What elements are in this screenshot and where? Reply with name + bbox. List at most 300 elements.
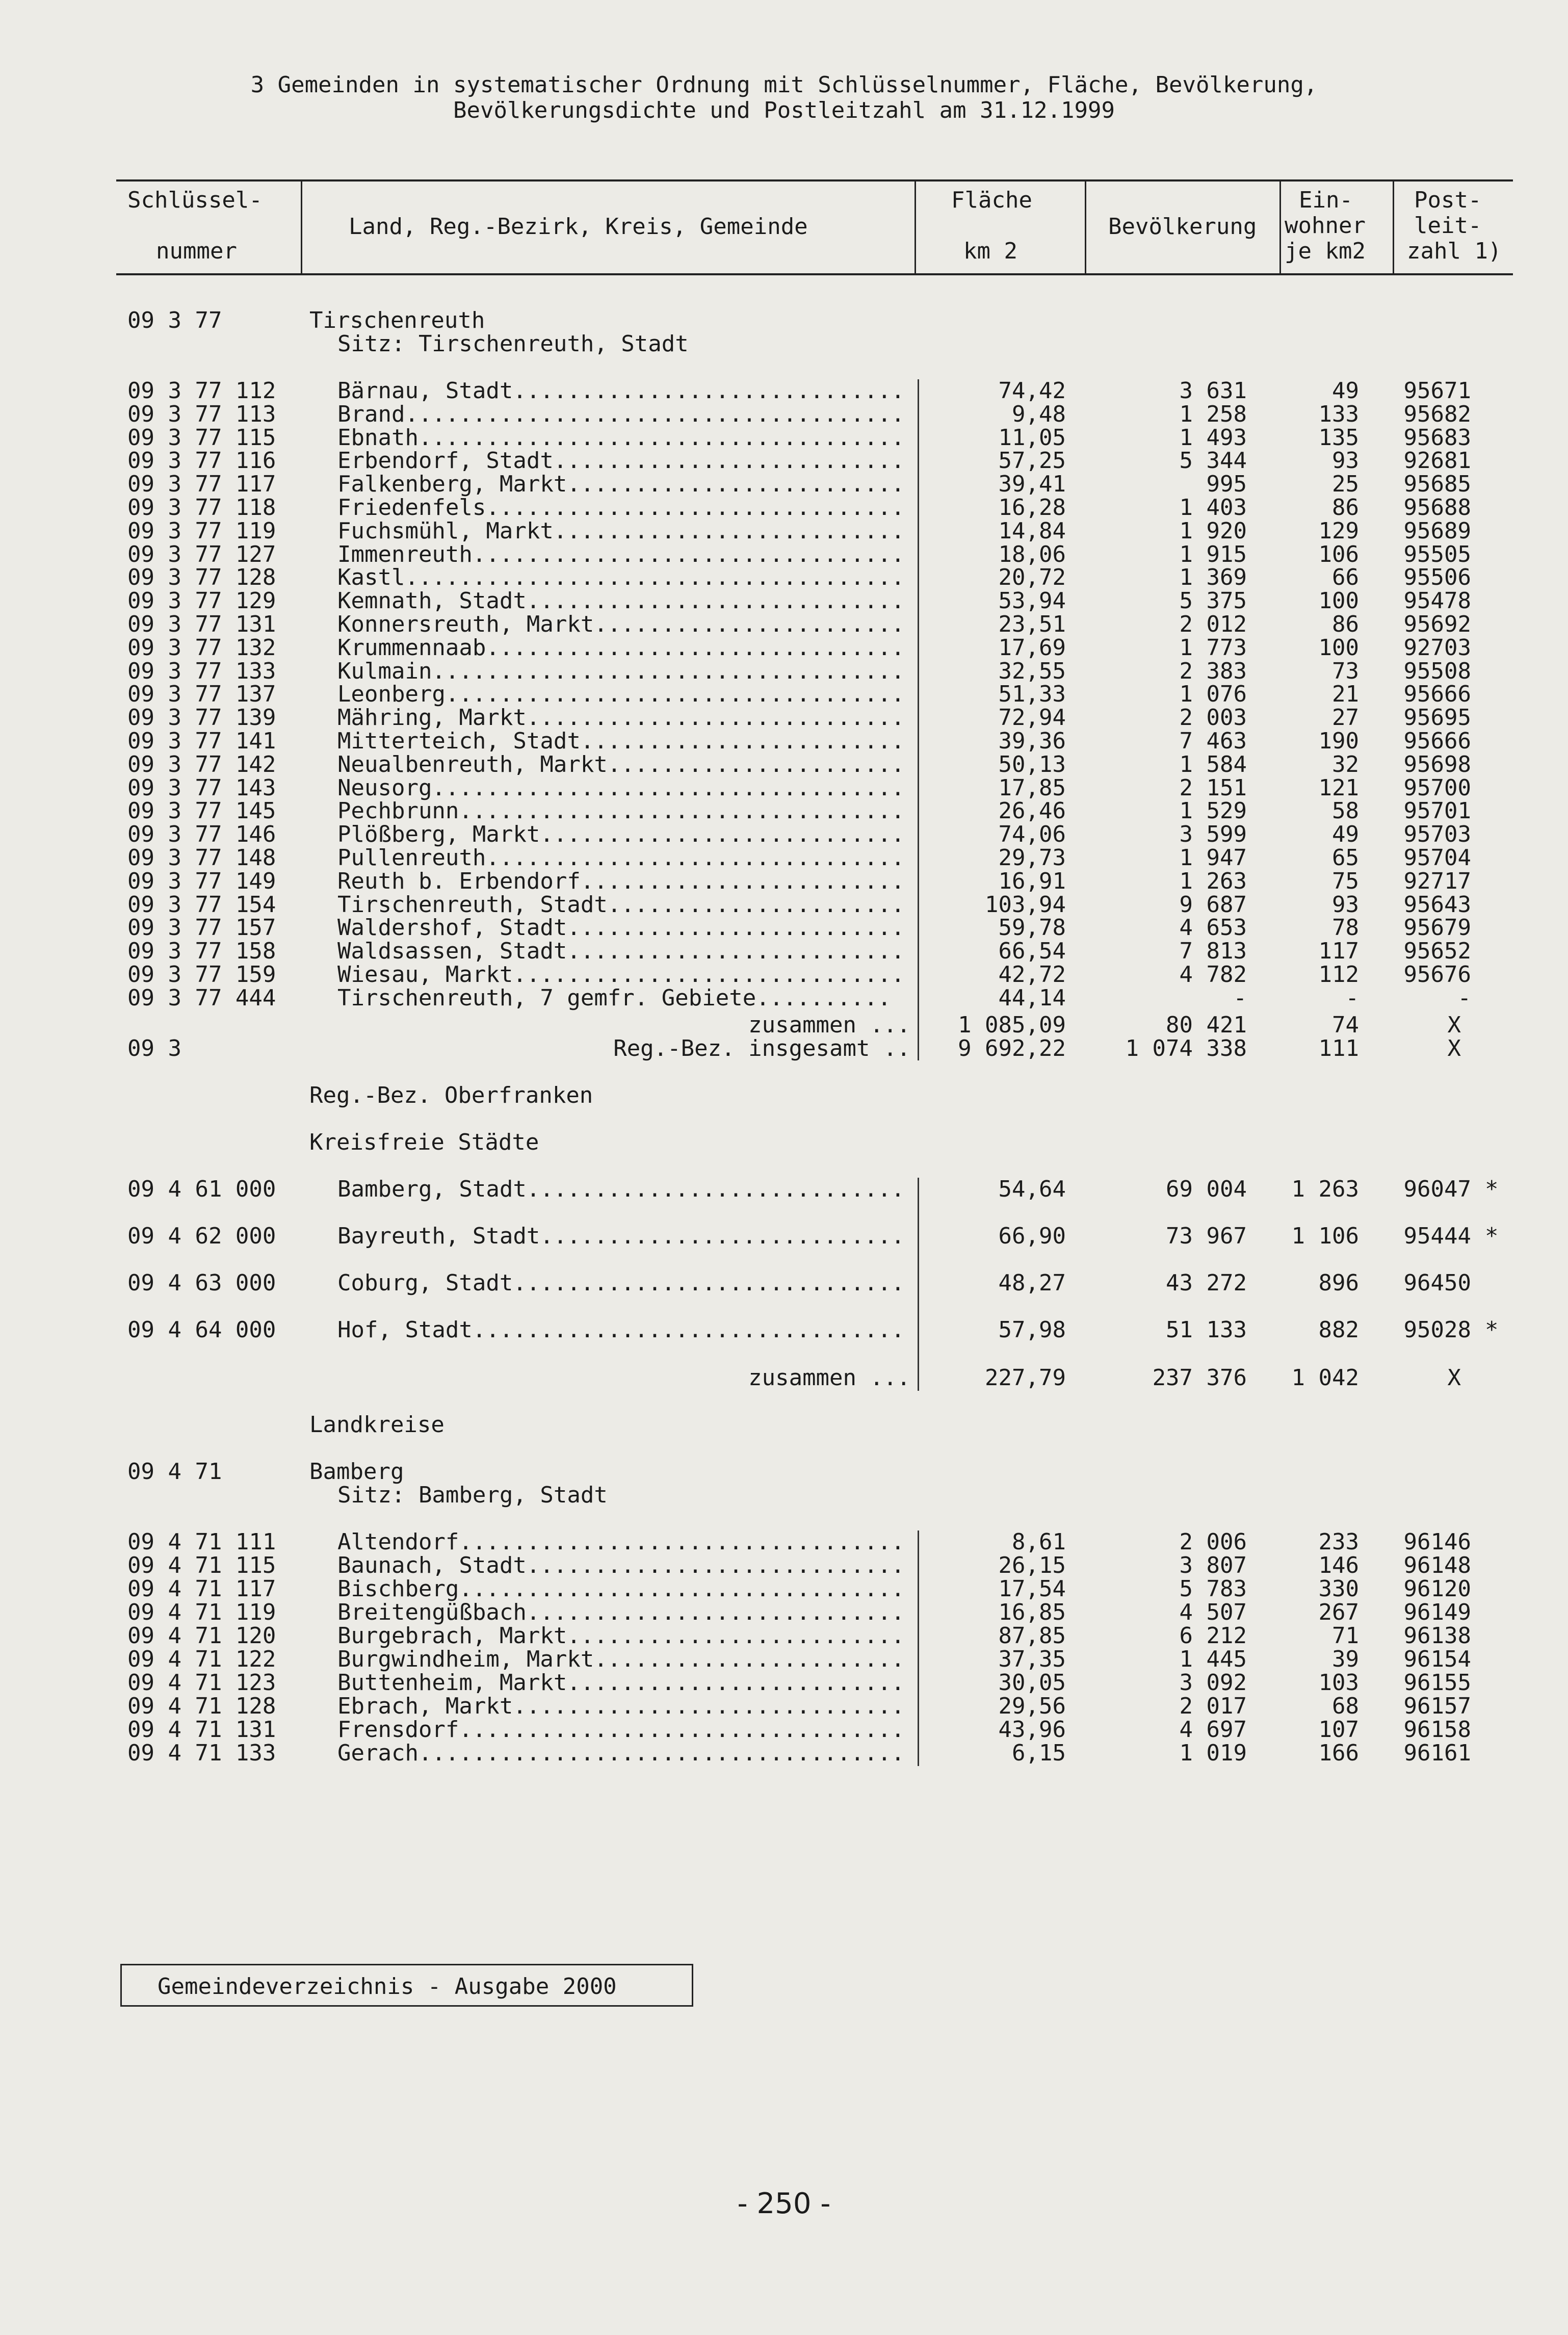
bevoelkerung-value: 3 092 bbox=[1179, 1670, 1247, 1696]
flaeche-value: 72,94 bbox=[998, 705, 1066, 731]
postleitzahl-value: 95704 bbox=[1403, 845, 1471, 871]
flaeche-value: 17,54 bbox=[998, 1576, 1066, 1602]
schluesselnummer: 09 4 62 000 bbox=[127, 1223, 276, 1249]
bevoelkerung-value: 1 920 bbox=[1179, 517, 1247, 544]
zusammen-bevoelkerung: 80 421 bbox=[1166, 1012, 1247, 1038]
bevoelkerung-value: 995 bbox=[1206, 471, 1247, 498]
table-row bbox=[0, 1577, 1568, 1601]
bevoelkerung-value: 1 773 bbox=[1179, 634, 1247, 661]
schluesselnummer: 09 4 71 122 bbox=[127, 1646, 276, 1672]
einwohner-je-km2-value: 146 bbox=[1318, 1552, 1359, 1578]
einwohner-je-km2-value: 112 bbox=[1318, 962, 1359, 988]
bevoelkerung-value: 2 017 bbox=[1179, 1693, 1247, 1719]
bevoelkerung-value: 4 653 bbox=[1179, 915, 1247, 941]
gemeinde-name: Mähring, Markt............................ bbox=[337, 705, 905, 731]
zusammen-plz: X bbox=[1447, 1012, 1461, 1038]
table-row bbox=[0, 496, 1568, 520]
table-row bbox=[0, 1742, 1568, 1765]
flaeche-value: 66,90 bbox=[998, 1223, 1066, 1249]
table-row bbox=[0, 753, 1568, 776]
schluesselnummer: 09 4 64 000 bbox=[127, 1317, 276, 1343]
gemeinde-name: Friedenfels............................... bbox=[337, 495, 905, 521]
flaeche-value: 74,06 bbox=[998, 821, 1066, 848]
gemeinde-name: Pullenreuth............................... bbox=[337, 845, 905, 871]
einwohner-je-km2-value: 78 bbox=[1332, 915, 1359, 941]
gemeinde-name: Reuth b. Erbendorf........................ bbox=[337, 868, 905, 894]
table-row bbox=[0, 893, 1568, 917]
postleitzahl-value: 95703 bbox=[1403, 821, 1471, 848]
gemeinde-name: Kastl..................................... bbox=[337, 564, 905, 591]
einwohner-je-km2-value: 25 bbox=[1332, 471, 1359, 498]
header-flaeche-2: km 2 bbox=[963, 238, 1017, 264]
postleitzahl-value: 96157 bbox=[1403, 1693, 1471, 1719]
schluesselnummer: 09 3 77 149 bbox=[127, 868, 276, 894]
einwohner-je-km2-value: 71 bbox=[1332, 1623, 1359, 1649]
schluesselnummer: 09 3 77 117 bbox=[127, 471, 276, 498]
flaeche-value: 103,94 bbox=[985, 891, 1066, 918]
einwohner-je-km2-value: 117 bbox=[1318, 938, 1359, 965]
schluesselnummer: 09 4 71 111 bbox=[127, 1529, 276, 1555]
einwohner-je-km2-value: 73 bbox=[1332, 658, 1359, 684]
flaeche-value: 59,78 bbox=[998, 915, 1066, 941]
gemeinde-name: Kemnath, Stadt............................ bbox=[337, 588, 905, 614]
regbez-label: Reg.-Bez. insgesamt .. bbox=[613, 1035, 910, 1061]
table-row bbox=[0, 1695, 1568, 1718]
schluesselnummer: 09 3 77 118 bbox=[127, 495, 276, 521]
postleitzahl-value: 95679 bbox=[1403, 915, 1471, 941]
table-row bbox=[0, 1530, 1568, 1554]
schluesselnummer: 09 3 77 148 bbox=[127, 845, 276, 871]
gemeinde-name: Waldershof, Stadt......................... bbox=[337, 915, 905, 941]
postleitzahl-value: 96154 bbox=[1403, 1646, 1471, 1672]
postleitzahl-value: 95698 bbox=[1403, 751, 1471, 777]
landkreise-title: Landkreise bbox=[309, 1412, 445, 1438]
gemeinde-name: Gerach.................................... bbox=[337, 1740, 905, 1766]
einwohner-je-km2-value: 93 bbox=[1332, 448, 1359, 474]
bevoelkerung-value: 5 375 bbox=[1179, 588, 1247, 614]
postleitzahl-value: 96148 bbox=[1403, 1552, 1471, 1578]
schluesselnummer: 09 4 71 119 bbox=[127, 1599, 276, 1625]
einwohner-je-km2-value: 103 bbox=[1318, 1670, 1359, 1696]
flaeche-value: 37,35 bbox=[998, 1646, 1066, 1672]
table-row bbox=[0, 1648, 1568, 1671]
table-row bbox=[0, 1601, 1568, 1624]
einwohner-je-km2-value: 100 bbox=[1318, 634, 1359, 661]
einwohner-je-km2-value: 32 bbox=[1332, 751, 1359, 777]
table-row bbox=[0, 683, 1568, 706]
schluesselnummer: 09 3 77 128 bbox=[127, 564, 276, 591]
table-row bbox=[0, 1671, 1568, 1695]
postleitzahl-value: 95682 bbox=[1403, 401, 1471, 427]
einwohner-je-km2-value: 86 bbox=[1332, 611, 1359, 637]
schluesselnummer: 09 3 77 112 bbox=[127, 378, 276, 404]
bevoelkerung-value: 6 212 bbox=[1179, 1623, 1247, 1649]
einwohner-je-km2-value: 330 bbox=[1318, 1576, 1359, 1602]
postleitzahl-value: 96161 bbox=[1403, 1740, 1471, 1766]
einwohner-je-km2-value: 49 bbox=[1332, 821, 1359, 848]
gemeinde-name: Erbendorf, Stadt.......................... bbox=[337, 448, 905, 474]
postleitzahl-value: 95671 bbox=[1403, 378, 1471, 404]
bevoelkerung-value: 1 947 bbox=[1179, 845, 1247, 871]
publication-label: Gemeindeverzeichnis - Ausgabe 2000 bbox=[120, 1964, 693, 2007]
flaeche-value: 26,46 bbox=[998, 798, 1066, 824]
bevoelkerung-value: 3 599 bbox=[1179, 821, 1247, 848]
bevoelkerung-value: 69 004 bbox=[1166, 1176, 1247, 1202]
page-number: - 250 - bbox=[737, 2187, 831, 2220]
header-einwohner-2: wohner bbox=[1285, 213, 1366, 239]
bevoelkerung-value: 43 272 bbox=[1166, 1270, 1247, 1296]
schluesselnummer: 09 4 71 115 bbox=[127, 1552, 276, 1578]
einwohner-je-km2-value: 133 bbox=[1318, 401, 1359, 427]
flaeche-value: 57,98 bbox=[998, 1317, 1066, 1343]
zusammen-row bbox=[0, 1366, 1568, 1390]
schluesselnummer: 09 3 77 154 bbox=[127, 891, 276, 918]
schluesselnummer: 09 4 71 120 bbox=[127, 1623, 276, 1649]
header-plz-3: zahl 1) bbox=[1407, 238, 1502, 264]
header-divider bbox=[1085, 181, 1086, 273]
bevoelkerung-value: 1 445 bbox=[1179, 1646, 1247, 1672]
table-row bbox=[0, 1718, 1568, 1742]
flaeche-value: 57,25 bbox=[998, 448, 1066, 474]
postleitzahl-value: 95689 bbox=[1403, 517, 1471, 544]
flaeche-value: 39,41 bbox=[998, 471, 1066, 498]
header-schluessel-1: Schlüssel- bbox=[127, 187, 263, 213]
zusammen-flaeche: 227,79 bbox=[985, 1365, 1066, 1391]
kreis-key: 09 4 71 bbox=[127, 1459, 222, 1485]
regbez-title: Reg.-Bez. Oberfranken bbox=[309, 1082, 593, 1108]
postleitzahl-value: 95444 bbox=[1403, 1223, 1471, 1249]
flaeche-value: 42,72 bbox=[998, 962, 1066, 988]
kreisfreie-staedte-title: Kreisfreie Städte bbox=[309, 1129, 539, 1155]
gemeinde-name: Baunach, Stadt............................ bbox=[337, 1552, 905, 1578]
gemeinde-name: Frensdorf................................. bbox=[337, 1717, 905, 1743]
gemeinde-name: Tirschenreuth, Stadt...................... bbox=[337, 891, 905, 918]
flaeche-value: 44,14 bbox=[998, 984, 1066, 1011]
flaeche-value: 29,73 bbox=[998, 845, 1066, 871]
bevoelkerung-value: 3 807 bbox=[1179, 1552, 1247, 1578]
table-row bbox=[0, 589, 1568, 613]
flaeche-value: 16,91 bbox=[998, 868, 1066, 894]
zusammen-flaeche: 1 085,09 bbox=[958, 1012, 1066, 1038]
bevoelkerung-value: 51 133 bbox=[1166, 1317, 1247, 1343]
page-title bbox=[0, 72, 1568, 123]
regbez-key: 09 3 bbox=[127, 1035, 181, 1061]
bevoelkerung-value: 2 003 bbox=[1179, 705, 1247, 731]
gemeinde-name: Konnersreuth, Markt....................... bbox=[337, 611, 905, 637]
regbez-plz: X bbox=[1447, 1035, 1461, 1061]
schluesselnummer: 09 3 77 129 bbox=[127, 588, 276, 614]
header-land: Land, Reg.-Bezirk, Kreis, Gemeinde bbox=[349, 214, 808, 240]
bevoelkerung-value: 7 463 bbox=[1179, 728, 1247, 754]
bevoelkerung-value: 7 813 bbox=[1179, 938, 1247, 965]
einwohner-je-km2-value: - bbox=[1345, 984, 1359, 1011]
gemeinde-name: Hof, Stadt................................ bbox=[337, 1317, 905, 1343]
schluesselnummer: 09 3 77 141 bbox=[127, 728, 276, 754]
flaeche-value: 32,55 bbox=[998, 658, 1066, 684]
table-row bbox=[0, 517, 1568, 544]
bevoelkerung-value: 9 687 bbox=[1179, 891, 1247, 918]
table-row bbox=[0, 473, 1568, 496]
flaeche-value: 29,56 bbox=[998, 1693, 1066, 1719]
flaeche-value: 17,69 bbox=[998, 634, 1066, 661]
gemeinde-name: Mitterteich, Stadt........................ bbox=[337, 728, 905, 754]
postleitzahl-value: 96138 bbox=[1403, 1623, 1471, 1649]
title-line-2: Bevölkerungsdichte und Postleitzahl am 31.12.1999 bbox=[453, 97, 1115, 123]
bevoelkerung-value: 1 263 bbox=[1179, 868, 1247, 894]
einwohner-je-km2-value: 58 bbox=[1332, 798, 1359, 824]
schluesselnummer: 09 4 71 128 bbox=[127, 1693, 276, 1719]
header-schluessel-2: nummer bbox=[156, 238, 237, 264]
einwohner-je-km2-value: 93 bbox=[1332, 891, 1359, 918]
postleitzahl-value: 95683 bbox=[1403, 424, 1471, 451]
einwohner-je-km2-value: 39 bbox=[1332, 1646, 1359, 1672]
flaeche-value: 8,61 bbox=[1012, 1529, 1066, 1555]
gemeinde-name: Ebrach, Markt............................. bbox=[337, 1693, 905, 1719]
einwohner-je-km2-value: 66 bbox=[1332, 564, 1359, 591]
kreis-name: Bamberg bbox=[309, 1459, 404, 1485]
postleitzahl-value: 95666 bbox=[1403, 681, 1471, 708]
gemeinde-name: Bayreuth, Stadt........................... bbox=[337, 1223, 905, 1249]
schluesselnummer: 09 3 77 131 bbox=[127, 611, 276, 637]
bevoelkerung-value: 1 529 bbox=[1179, 798, 1247, 824]
gemeinde-name: Bärnau, Stadt............................. bbox=[337, 378, 905, 404]
gemeinde-name: Burgwindheim, Markt....................... bbox=[337, 1646, 905, 1672]
schluesselnummer: 09 3 77 132 bbox=[127, 634, 276, 661]
postleitzahl-value: 95508 bbox=[1403, 658, 1471, 684]
postleitzahl-value: 92703 bbox=[1403, 634, 1471, 661]
schluesselnummer: 09 4 63 000 bbox=[127, 1270, 276, 1296]
einwohner-je-km2-value: 166 bbox=[1318, 1740, 1359, 1766]
table-row bbox=[0, 799, 1568, 823]
gemeinde-name: Waldsassen, Stadt......................... bbox=[337, 938, 905, 965]
gemeinde-name: Brand..................................... bbox=[337, 401, 905, 427]
table-row bbox=[0, 379, 1568, 403]
flaeche-value: 50,13 bbox=[998, 751, 1066, 777]
regbez-bevoelkerung: 1 074 338 bbox=[1125, 1035, 1247, 1061]
flaeche-value: 18,06 bbox=[998, 541, 1066, 567]
postleitzahl-value: 96450 bbox=[1403, 1270, 1471, 1296]
gemeinde-name: Fuchsmühl, Markt.......................... bbox=[337, 517, 905, 544]
schluesselnummer: 09 3 77 146 bbox=[127, 821, 276, 848]
postleitzahl-value: 95692 bbox=[1403, 611, 1471, 637]
gemeinde-name: Ebnath.................................... bbox=[337, 424, 905, 451]
regbez-dichte: 111 bbox=[1318, 1035, 1359, 1061]
postleitzahl-value: 95666 bbox=[1403, 728, 1471, 754]
table-row bbox=[0, 403, 1568, 426]
header-divider bbox=[914, 181, 916, 273]
postleitzahl-value: 96047 bbox=[1403, 1176, 1471, 1202]
gemeinde-name: Neusorg................................... bbox=[337, 774, 905, 801]
flaeche-value: 17,85 bbox=[998, 774, 1066, 801]
einwohner-je-km2-value: 190 bbox=[1318, 728, 1359, 754]
bevoelkerung-value: 1 403 bbox=[1179, 495, 1247, 521]
einwohner-je-km2-value: 882 bbox=[1318, 1317, 1359, 1343]
postleitzahl-value: 96120 bbox=[1403, 1576, 1471, 1602]
einwohner-je-km2-value: 68 bbox=[1332, 1693, 1359, 1719]
flaeche-value: 26,15 bbox=[998, 1552, 1066, 1578]
title-line-1: 3 Gemeinden in systematischer Ordnung mit Schlüsselnummer, Fläche, Bevölkerung, bbox=[250, 72, 1318, 98]
bevoelkerung-value: 1 584 bbox=[1179, 751, 1247, 777]
flaeche-value: 39,36 bbox=[998, 728, 1066, 754]
schluesselnummer: 09 3 77 145 bbox=[127, 798, 276, 824]
gemeinde-name: Breitengüßbach............................ bbox=[337, 1599, 905, 1625]
gemeinde-name: Buttenheim, Markt......................... bbox=[337, 1670, 905, 1696]
einwohner-je-km2-value: 100 bbox=[1318, 588, 1359, 614]
bevoelkerung-value: 4 507 bbox=[1179, 1599, 1247, 1625]
postleitzahl-value: 95676 bbox=[1403, 962, 1471, 988]
schluesselnummer: 09 3 77 143 bbox=[127, 774, 276, 801]
gemeinde-name: Plößberg, Markt........................... bbox=[337, 821, 905, 848]
postleitzahl-value: 95028 bbox=[1403, 1317, 1471, 1343]
schluesselnummer: 09 3 77 127 bbox=[127, 541, 276, 567]
gemeinde-name: Pechbrunn................................. bbox=[337, 798, 905, 824]
flaeche-value: 9,48 bbox=[1012, 401, 1066, 427]
zusammen-dichte: 74 bbox=[1332, 1012, 1359, 1038]
postleitzahl-value: 95701 bbox=[1403, 798, 1471, 824]
flaeche-value: 87,85 bbox=[998, 1623, 1066, 1649]
gemeinde-name: Kulmain................................... bbox=[337, 658, 905, 684]
table-row bbox=[0, 776, 1568, 800]
bevoelkerung-value: 2 151 bbox=[1179, 774, 1247, 801]
gemeinde-name: Bamberg, Stadt............................ bbox=[337, 1176, 905, 1202]
footnote-mark: * bbox=[1485, 1176, 1499, 1202]
schluesselnummer: 09 3 77 137 bbox=[127, 681, 276, 708]
bevoelkerung-value: 1 915 bbox=[1179, 541, 1247, 567]
header-flaeche-1: Fläche bbox=[951, 187, 1032, 213]
zusammen-label: zusammen ... bbox=[748, 1012, 910, 1038]
bevoelkerung-value: 2 012 bbox=[1179, 611, 1247, 637]
bevoelkerung-value: 1 019 bbox=[1179, 1740, 1247, 1766]
gemeinde-name: Krummennaab............................... bbox=[337, 634, 905, 661]
zusammen-row bbox=[0, 1014, 1568, 1037]
kreis-name: Tirschenreuth bbox=[309, 307, 485, 333]
schluesselnummer: 09 3 77 116 bbox=[127, 448, 276, 474]
regbez-flaeche: 9 692,22 bbox=[958, 1035, 1066, 1061]
schluesselnummer: 09 3 77 159 bbox=[127, 962, 276, 988]
table-row bbox=[0, 1624, 1568, 1648]
bevoelkerung-value: 3 631 bbox=[1179, 378, 1247, 404]
table-row bbox=[0, 870, 1568, 893]
bevoelkerung-value: 1 493 bbox=[1179, 424, 1247, 451]
gemeinde-name: Falkenberg, Markt......................... bbox=[337, 471, 905, 498]
einwohner-je-km2-value: 1 106 bbox=[1291, 1223, 1359, 1249]
flaeche-value: 51,33 bbox=[998, 681, 1066, 708]
flaeche-value: 11,05 bbox=[998, 424, 1066, 451]
gemeinde-name: Wiesau, Markt............................. bbox=[337, 962, 905, 988]
table-row bbox=[0, 706, 1568, 730]
bevoelkerung-value: 4 782 bbox=[1179, 962, 1247, 988]
einwohner-je-km2-value: 86 bbox=[1332, 495, 1359, 521]
schluesselnummer: 09 3 77 119 bbox=[127, 517, 276, 544]
postleitzahl-value: 92681 bbox=[1403, 448, 1471, 474]
bevoelkerung-value: 2 006 bbox=[1179, 1529, 1247, 1555]
postleitzahl-value: - bbox=[1457, 984, 1471, 1011]
footnote-mark: * bbox=[1485, 1317, 1499, 1343]
flaeche-value: 16,28 bbox=[998, 495, 1066, 521]
header-divider bbox=[1279, 181, 1281, 273]
schluesselnummer: 09 3 77 142 bbox=[127, 751, 276, 777]
bevoelkerung-value: 5 344 bbox=[1179, 448, 1247, 474]
flaeche-value: 20,72 bbox=[998, 564, 1066, 591]
flaeche-value: 43,96 bbox=[998, 1717, 1066, 1743]
flaeche-value: 30,05 bbox=[998, 1670, 1066, 1696]
gemeinde-name: Bischberg................................. bbox=[337, 1576, 905, 1602]
gemeinde-name: Coburg, Stadt............................. bbox=[337, 1270, 905, 1296]
table-row bbox=[0, 823, 1568, 846]
einwohner-je-km2-value: 65 bbox=[1332, 845, 1359, 871]
postleitzahl-value: 96146 bbox=[1403, 1529, 1471, 1555]
table-row bbox=[0, 1272, 1568, 1295]
bevoelkerung-value: 1 369 bbox=[1179, 564, 1247, 591]
postleitzahl-value: 95685 bbox=[1403, 471, 1471, 498]
einwohner-je-km2-value: 106 bbox=[1318, 541, 1359, 567]
header-divider bbox=[1393, 181, 1394, 273]
schluesselnummer: 09 4 71 117 bbox=[127, 1576, 276, 1602]
gemeinde-name: Altendorf................................. bbox=[337, 1529, 905, 1555]
flaeche-value: 14,84 bbox=[998, 517, 1066, 544]
postleitzahl-value: 95478 bbox=[1403, 588, 1471, 614]
zusammen-plz: X bbox=[1447, 1365, 1461, 1391]
bevoelkerung-value: 1 076 bbox=[1179, 681, 1247, 708]
postleitzahl-value: 95700 bbox=[1403, 774, 1471, 801]
table-row bbox=[0, 916, 1568, 940]
postleitzahl-value: 95506 bbox=[1403, 564, 1471, 591]
einwohner-je-km2-value: 896 bbox=[1318, 1270, 1359, 1296]
schluesselnummer: 09 3 77 139 bbox=[127, 705, 276, 731]
header-bevoelkerung: Bevölkerung bbox=[1108, 214, 1257, 240]
postleitzahl-value: 96158 bbox=[1403, 1717, 1471, 1743]
einwohner-je-km2-value: 233 bbox=[1318, 1529, 1359, 1555]
table-row bbox=[0, 613, 1568, 636]
kreis-sitz: Sitz: Bamberg, Stadt bbox=[337, 1482, 608, 1508]
header-plz-2: leit- bbox=[1414, 213, 1482, 239]
flaeche-value: 23,51 bbox=[998, 611, 1066, 637]
postleitzahl-value: 95695 bbox=[1403, 705, 1471, 731]
postleitzahl-value: 92717 bbox=[1403, 868, 1471, 894]
einwohner-je-km2-value: 121 bbox=[1318, 774, 1359, 801]
table-row bbox=[0, 1178, 1568, 1201]
table-row bbox=[0, 730, 1568, 753]
schluesselnummer: 09 3 77 157 bbox=[127, 915, 276, 941]
zusammen-label: zusammen ... bbox=[748, 1365, 910, 1391]
header-divider bbox=[301, 181, 302, 273]
flaeche-value: 6,15 bbox=[1012, 1740, 1066, 1766]
flaeche-value: 16,85 bbox=[998, 1599, 1066, 1625]
bevoelkerung-value: 2 383 bbox=[1179, 658, 1247, 684]
zusammen-dichte: 1 042 bbox=[1291, 1365, 1359, 1391]
table-row bbox=[0, 846, 1568, 870]
bevoelkerung-value: 1 258 bbox=[1179, 401, 1247, 427]
einwohner-je-km2-value: 129 bbox=[1318, 517, 1359, 544]
einwohner-je-km2-value: 27 bbox=[1332, 705, 1359, 731]
schluesselnummer: 09 3 77 133 bbox=[127, 658, 276, 684]
gemeinde-name: Neualbenreuth, Markt...................... bbox=[337, 751, 905, 777]
bevoelkerung-value: - bbox=[1233, 984, 1247, 1011]
table-row bbox=[0, 1318, 1568, 1342]
table-row bbox=[0, 636, 1568, 660]
einwohner-je-km2-value: 267 bbox=[1318, 1599, 1359, 1625]
bevoelkerung-value: 73 967 bbox=[1166, 1223, 1247, 1249]
flaeche-value: 53,94 bbox=[998, 588, 1066, 614]
schluesselnummer: 09 3 77 115 bbox=[127, 424, 276, 451]
table-row bbox=[0, 449, 1568, 473]
zusammen-bevoelkerung: 237 376 bbox=[1152, 1365, 1247, 1391]
flaeche-value: 66,54 bbox=[998, 938, 1066, 965]
table-row bbox=[0, 1554, 1568, 1577]
schluesselnummer: 09 4 71 131 bbox=[127, 1717, 276, 1743]
postleitzahl-value: 95643 bbox=[1403, 891, 1471, 918]
table-row bbox=[0, 1225, 1568, 1248]
